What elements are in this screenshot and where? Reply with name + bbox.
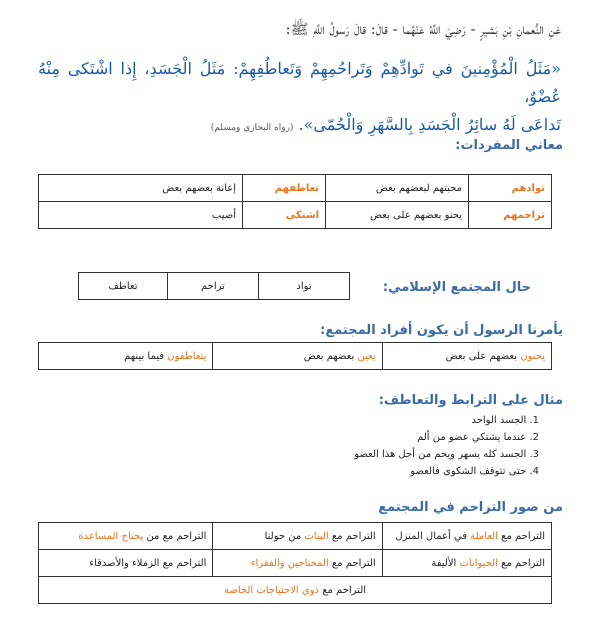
hadith-source: (رواه البخاري ومسلم) — [210, 123, 294, 133]
list-item: 1. الجسد الواحد — [471, 415, 539, 426]
vocab-table — [38, 174, 552, 229]
vocab-word: اشتكى — [243, 202, 326, 229]
form-cell: التراحم مع الزملاء والأصدقاء — [39, 550, 213, 577]
form-cell: التراحم مع العاملة في أعمال المنزل — [382, 523, 551, 550]
list-item: 3. الجسد كله يسهر ويحم من أجل هذا العضو — [354, 449, 539, 460]
society-table — [78, 272, 350, 300]
table-row — [39, 202, 552, 229]
table-row — [39, 343, 552, 370]
society-item: تواد — [259, 273, 350, 300]
table-row — [79, 273, 350, 300]
command-cell: يعين بعضهم بعض — [213, 343, 382, 370]
vocab-word: تراحمهم — [469, 202, 552, 229]
hadith-text — [38, 55, 561, 142]
forms-table — [38, 522, 552, 604]
table-row — [39, 577, 552, 604]
vocab-meaning: محبتهم لبعضهم بعض — [326, 175, 469, 202]
table-row — [39, 175, 552, 202]
commands-table — [38, 342, 552, 370]
example-heading: مثال على الترابط والتعاطف: — [378, 393, 563, 408]
hadith-line-2: تَداعَى لَهُ سائِرُ الْجَسَدِ بِالسَّهَرِ وَالْحُمّى». (رواه البخاري ومسلم) — [210, 115, 561, 134]
commands-heading: يأمرنا الرسول أن يكون أفراد المجتمع: — [320, 323, 563, 338]
vocab-word: توادهم — [469, 175, 552, 202]
vocab-meaning: إعانة بعضهم بعض — [39, 175, 243, 202]
form-cell: التراحم مع البنات من حولنا — [213, 523, 382, 550]
table-row — [39, 550, 552, 577]
vocab-heading: معاني المفردات: — [455, 138, 563, 153]
form-cell: التراحم مع من يحتاج المساعدة — [39, 523, 213, 550]
vocab-word: تعاطفهم — [243, 175, 326, 202]
command-cell: يتعاطفون فيما بينهم — [39, 343, 213, 370]
example-list — [354, 412, 539, 480]
hadith-intro: عَنِ النُّعمانِ بْنِ بَشيرٍ - رَضِيَ اللَّهُ عَنْهُما - قالَ: قالَ رَسولُ اللَّهِ ﷺ: — [285, 20, 561, 38]
hadith-line-1: «مَثَلُ الْمُؤْمِنينَ في تَوادِّهِمْ وَتَراحُمِهِمْ وَتَعاطُفِهِمْ: مَثَلُ الْجَسَدِ، إِذا اشْتَكى مِنْهُ عُضْوٌ، — [38, 59, 561, 106]
command-cell: يحنون بعضهم على بعض — [382, 343, 551, 370]
society-heading: حال المجتمع الإسلامي: — [382, 280, 531, 295]
society-item: تعاطف — [79, 273, 168, 300]
society-item: تراحم — [168, 273, 259, 300]
list-item: 2. عندما يشتكي عضو من ألم — [417, 432, 539, 443]
form-cell: التراحم مع ذوي الاحتياجات الخاصة — [39, 577, 552, 604]
vocab-meaning: أصيب — [39, 202, 243, 229]
list-item: 4. حتى تتوقف الشكوى فالعضو — [410, 466, 539, 477]
form-cell: التراحم مع المحتاجين والفقراء — [213, 550, 382, 577]
vocab-meaning: يحنو بعضهم على بعض — [326, 202, 469, 229]
forms-heading: من صور التراحم في المجتمع — [378, 500, 563, 515]
table-row — [39, 523, 552, 550]
form-cell: التراحم مع الحيوانات الأليفة — [382, 550, 551, 577]
